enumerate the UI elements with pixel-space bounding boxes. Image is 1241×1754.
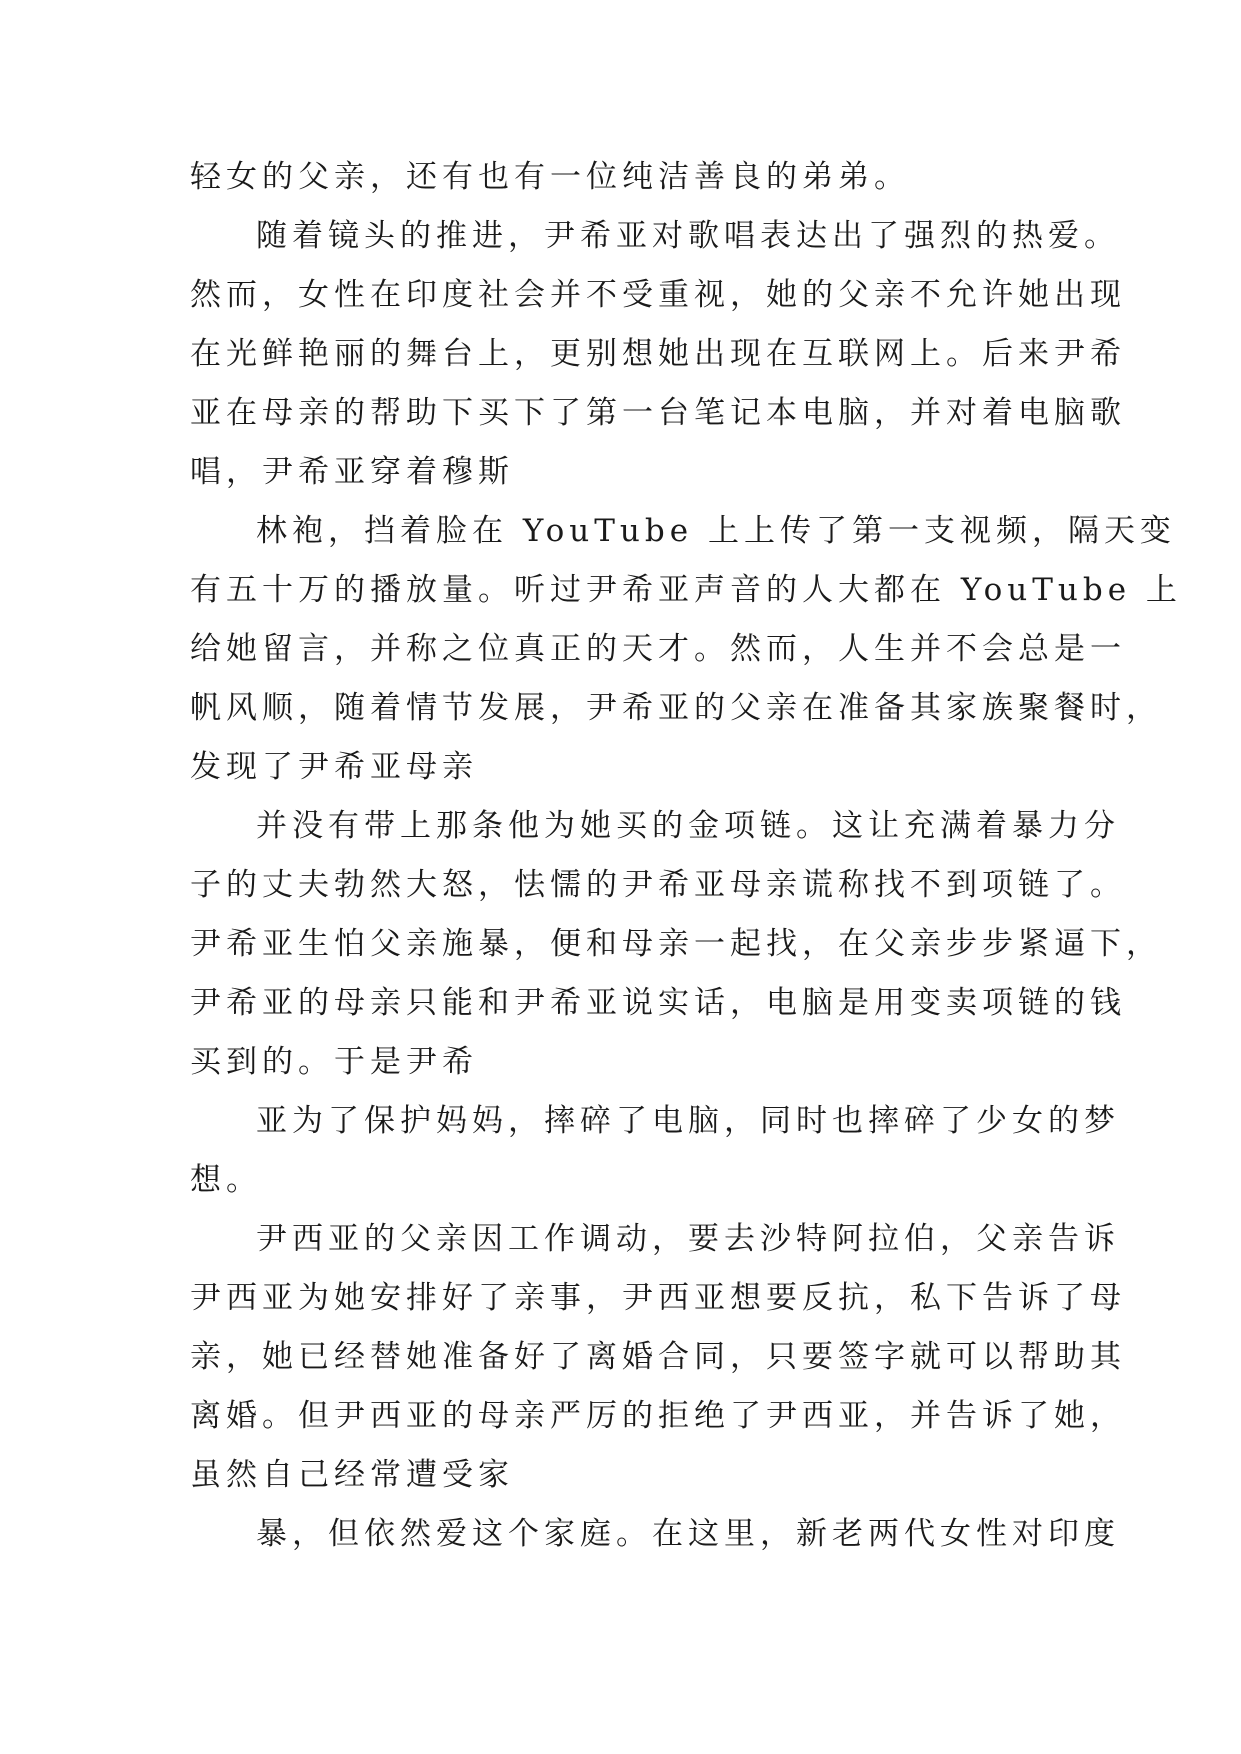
text-line: 亚在母亲的帮助下买下了第一台笔记本电脑，并对着电脑歌 (190, 395, 1126, 431)
text-line: 离婚。但尹西亚的母亲严厉的拒绝了尹西亚，并告诉了她， (190, 1398, 1126, 1434)
text-line: 林袍，挡着脸在 YouTube 上上传了第一支视频，隔天变 (256, 513, 1176, 549)
text-line: 买到的。于是尹希 (190, 1044, 478, 1080)
text-line: 发现了尹希亚母亲 (190, 749, 478, 785)
text-line: 子的丈夫勃然大怒，怯懦的尹希亚母亲谎称找不到项链了。 (190, 867, 1126, 903)
text-line: 并没有带上那条他为她买的金项链。这让充满着暴力分 (256, 808, 1120, 844)
text-line: 唱，尹希亚穿着穆斯 (190, 454, 514, 490)
text-line: 在光鲜艳丽的舞台上，更别想她出现在互联网上。后来尹希 (190, 336, 1126, 372)
text-line: 有五十万的播放量。听过尹希亚声音的人大都在 YouTube 上 (190, 572, 1182, 608)
text-line: 暴，但依然爱这个家庭。在这里，新老两代女性对印度 (256, 1516, 1120, 1552)
text-line: 随着镜头的推进，尹希亚对歌唱表达出了强烈的热爱。 (256, 218, 1120, 254)
text-line: 想。 (190, 1162, 262, 1198)
text-line: 给她留言，并称之位真正的天才。然而，人生并不会总是一 (190, 631, 1126, 667)
text-line: 轻女的父亲，还有也有一位纯洁善良的弟弟。 (190, 159, 910, 195)
text-line: 尹西亚的父亲因工作调动，要去沙特阿拉伯，父亲告诉 (256, 1221, 1120, 1257)
text-line: 亚为了保护妈妈，摔碎了电脑，同时也摔碎了少女的梦 (256, 1103, 1120, 1139)
text-line: 尹希亚生怕父亲施暴，便和母亲一起找，在父亲步步紧逼下， (190, 926, 1162, 962)
text-line: 亲，她已经替她准备好了离婚合同，只要签字就可以帮助其 (190, 1339, 1126, 1375)
text-line: 尹希亚的母亲只能和尹希亚说实话，电脑是用变卖项链的钱 (190, 985, 1126, 1021)
text-line: 虽然自己经常遭受家 (190, 1457, 514, 1493)
text-line: 尹西亚为她安排好了亲事，尹西亚想要反抗，私下告诉了母 (190, 1280, 1126, 1316)
body-text (190, 148, 1182, 1564)
text-line: 帆风顺，随着情节发展，尹希亚的父亲在准备其家族聚餐时， (190, 690, 1162, 726)
text-line: 然而，女性在印度社会并不受重视，她的父亲不允许她出现 (190, 277, 1126, 313)
